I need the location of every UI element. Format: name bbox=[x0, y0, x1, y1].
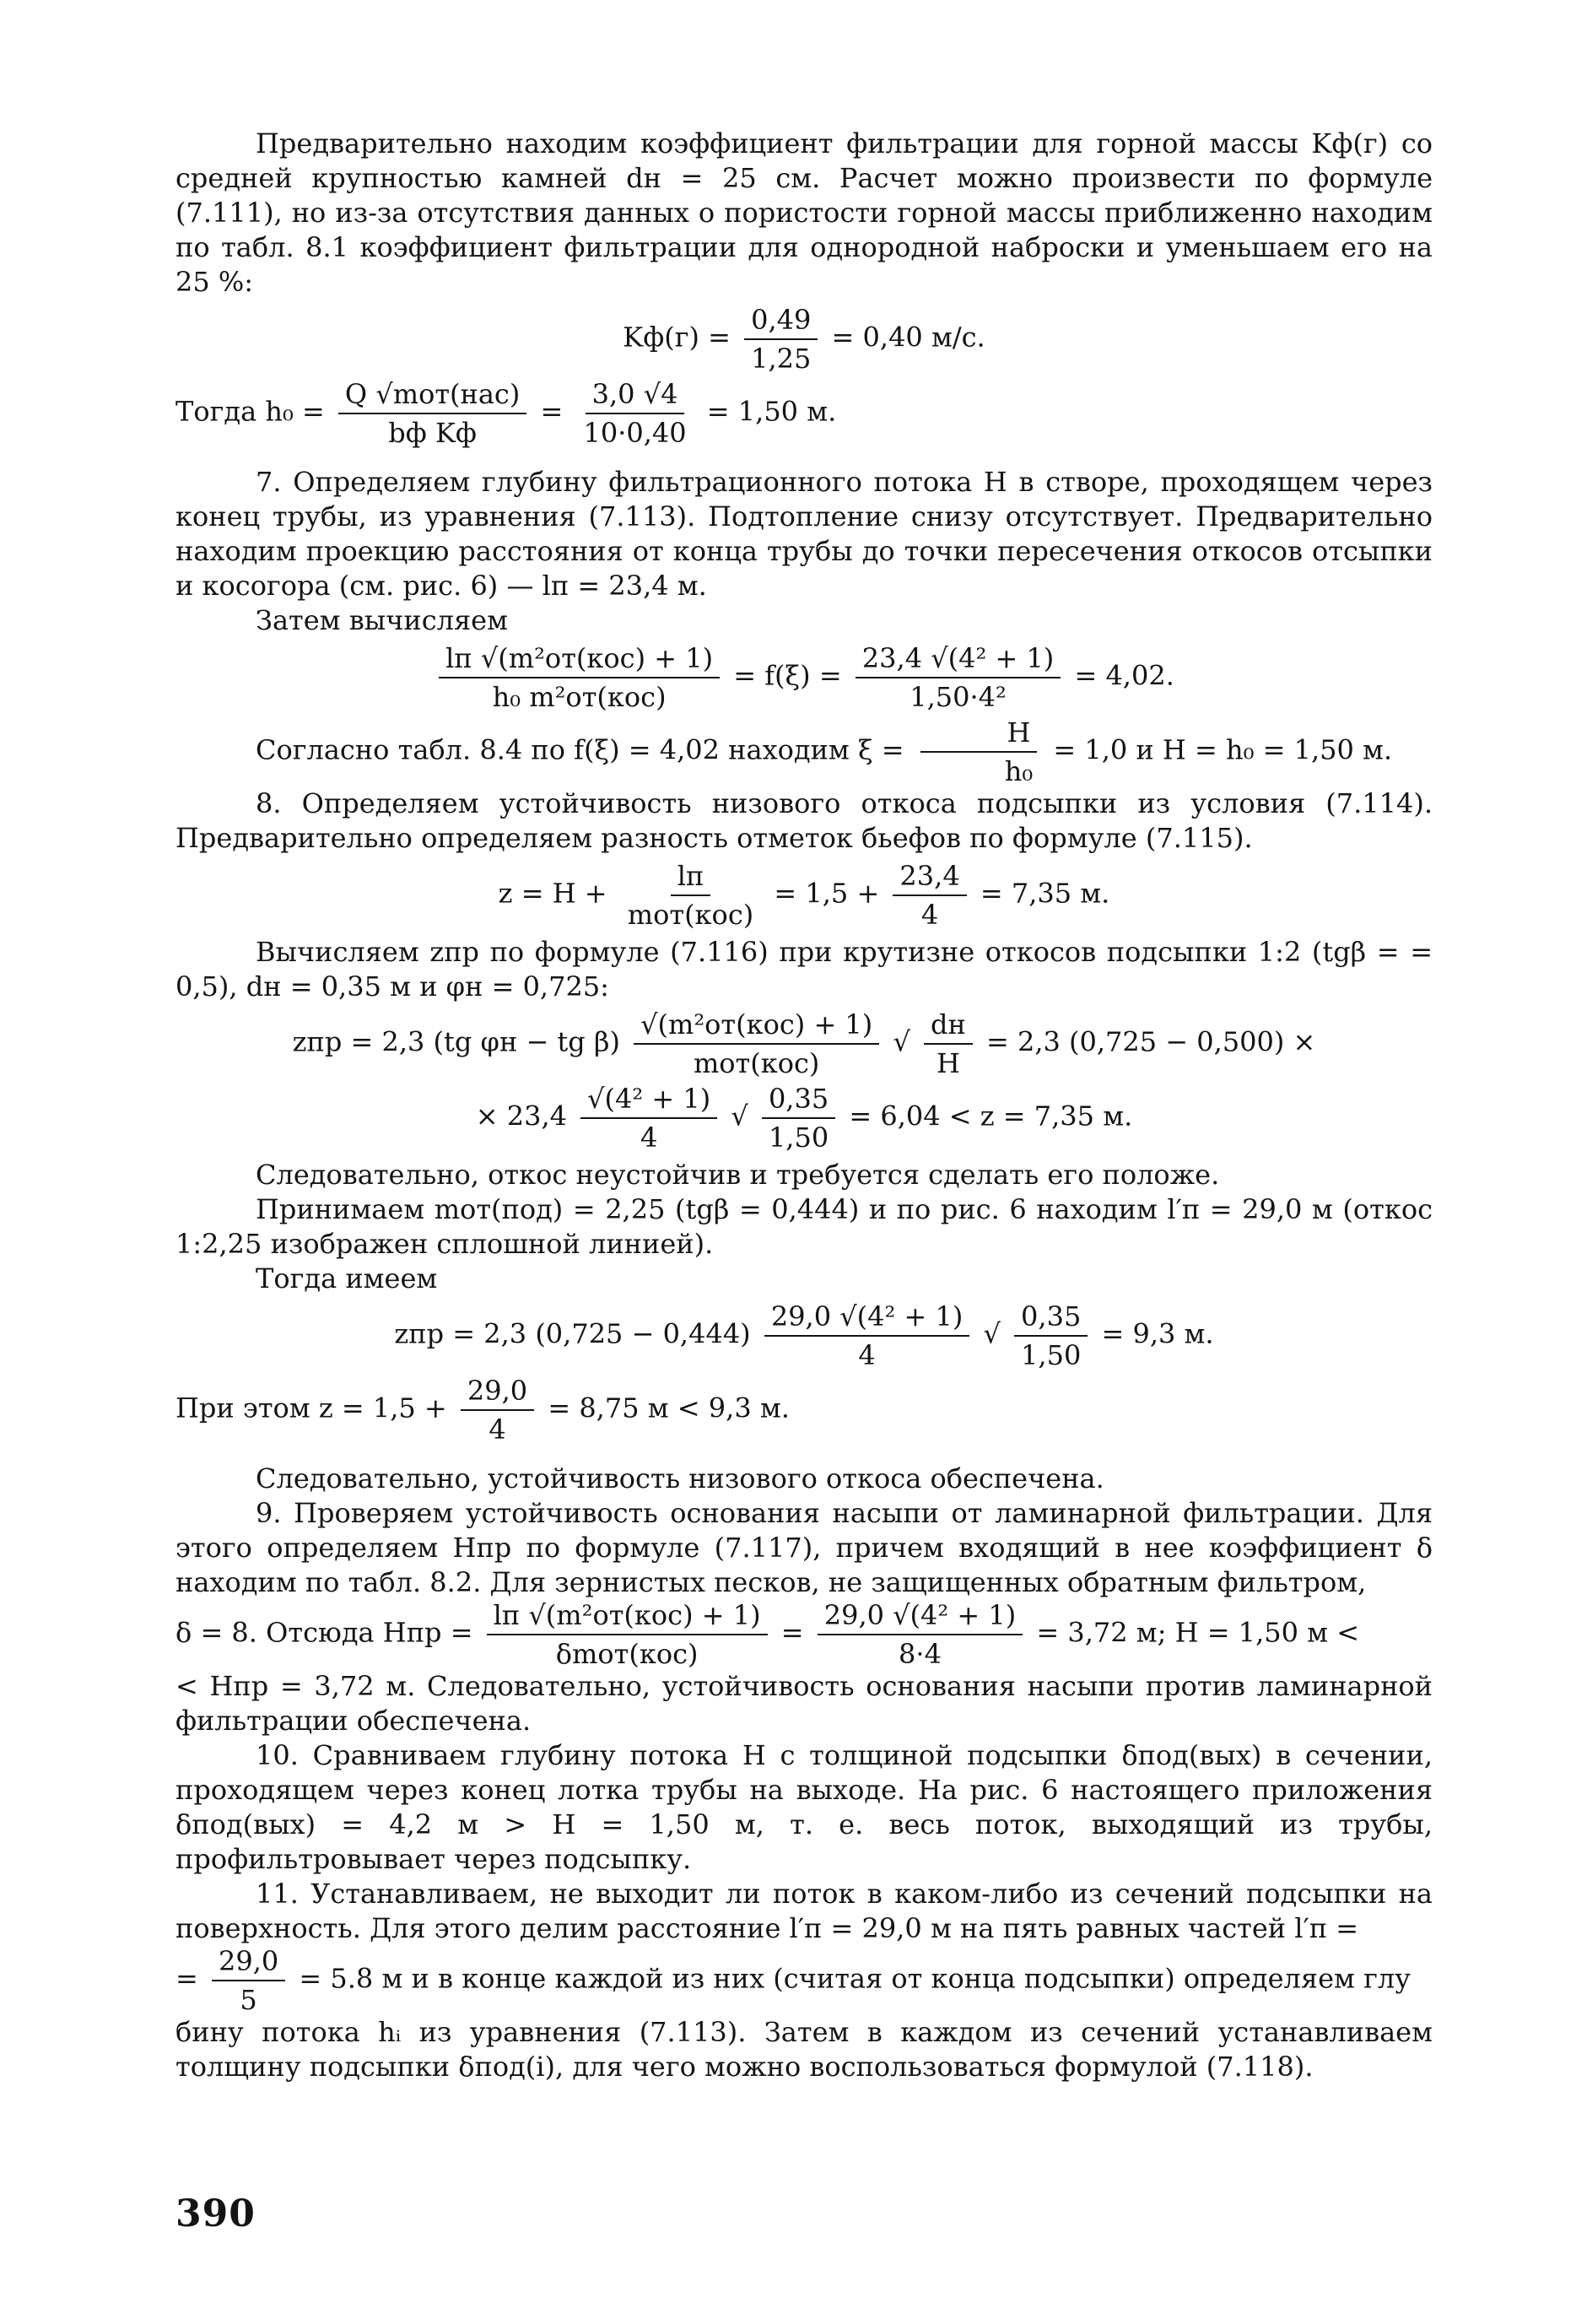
eq-h0-eq: = bbox=[540, 395, 564, 428]
eq-h0-lead: Тогда bbox=[175, 395, 257, 428]
eq-zpr3-den1: 4 bbox=[858, 1339, 876, 1371]
eq-h0-fraction-1 bbox=[338, 379, 526, 448]
eq-hpr-num2: 29,0 √(4² + 1) bbox=[818, 1600, 1023, 1635]
eq-zpr1-rhs: = 2,3 (0,725 − 0,500) × bbox=[985, 1025, 1316, 1058]
paragraph-7: 7. Определяем глубину фильтрационного потока H в створе, проходящем через конец трубы, из уравнения (7.113). Подтопление снизу отсутствует. Предварительно находим проекцию расстояния от конца трубы до точки пересечения откосов отсыпки и косогора (см. рис. 6) — lп = 23,4 м. bbox=[175, 466, 1433, 602]
paragraph-11-equation bbox=[175, 1946, 1433, 2015]
eq-z2-den: 4 bbox=[489, 1413, 506, 1446]
eq-f-rhs: = 4,02. bbox=[1074, 659, 1174, 692]
p7-result-num: H bbox=[920, 717, 1038, 753]
equation-zpr-1 bbox=[175, 1009, 1433, 1078]
paragraph-8-zpr: Вычисляем zпр по формуле (7.116) при крутизне откосов подсыпки 1:2 (tgβ = = 0,5), dн = 0,35 м и φн = 0,725: bbox=[175, 936, 1433, 1003]
p11-eq-num: 29,0 bbox=[212, 1946, 285, 1981]
eq-zpr2-lhs: × 23,4 bbox=[475, 1100, 567, 1132]
eq-zpr3-num1: 29,0 √(4² + 1) bbox=[764, 1301, 969, 1337]
eq-zpr2-num1: √(4² + 1) bbox=[580, 1084, 717, 1119]
equation-hpr bbox=[175, 1600, 1433, 1669]
eq-zpr2-num2: 0,35 bbox=[762, 1084, 835, 1119]
eq-kf-lhs: Kф(г) = bbox=[623, 321, 731, 354]
paragraph-8-stable: Следовательно, устойчивость низового откоса обеспечена. bbox=[256, 1462, 1104, 1494]
eq-zpr2-den2: 1,50 bbox=[768, 1121, 829, 1154]
p11-eq-lhs: = bbox=[175, 1962, 198, 1995]
eq-zpr3-fraction-2 bbox=[1014, 1301, 1088, 1370]
equation-z-2 bbox=[175, 1375, 1433, 1445]
paragraph-10: 10. Сравниваем глубину потока H с толщиной подсыпки δпод(вых) в сечении, проходящем через конец лотка трубы на выходе. На рис. 6 настоящего приложения δпод(вых) = 4,2 м > H = 1,50 м, т. е. весь поток, выходящий из трубы, профильтровывает через подсыпку. bbox=[175, 1739, 1433, 1875]
eq-zpr1-num2: dн bbox=[924, 1009, 973, 1045]
eq-zpr1-fraction-2 bbox=[924, 1009, 973, 1078]
eq-z-mid: = 1,5 + bbox=[774, 877, 880, 910]
eq-kf-fraction bbox=[744, 305, 818, 374]
eq-f-fraction-1 bbox=[439, 643, 720, 712]
eq-h0-den2: 10·0,40 bbox=[583, 417, 687, 449]
paragraph-8: 8. Определяем устойчивость низового откоса подсыпки из условия (7.114). Предварительно определяем разность отметок бьефов по формуле (7.115). bbox=[175, 787, 1433, 854]
p7-result-fraction bbox=[918, 717, 1039, 786]
eq-zpr3-rhs: = 9,3 м. bbox=[1101, 1317, 1214, 1350]
p7-result-rhs: = 1,0 и H = h₀ = 1,50 м. bbox=[1053, 733, 1393, 766]
eq-f-num2: 23,4 √(4² + 1) bbox=[856, 643, 1061, 678]
eq-h0-fraction-2 bbox=[576, 379, 693, 448]
p7-result-den: h₀ bbox=[1004, 755, 1034, 787]
eq-z-fraction-2 bbox=[893, 861, 966, 930]
eq-hpr-eq: = bbox=[780, 1616, 804, 1649]
eq-kf-num: 0,49 bbox=[744, 305, 818, 340]
eq-z2-num: 29,0 bbox=[461, 1375, 534, 1411]
eq-z2-rhs: = 8,75 м < 9,3 м. bbox=[548, 1392, 790, 1424]
equation-z bbox=[175, 861, 1433, 930]
eq-kf-den: 1,25 bbox=[751, 343, 812, 375]
paragraph-11a: 11. Устанавливаем, не выходит ли поток в каком-либо из сечений подсыпки на поверхность. Для этого делим расстояние l′п = 29,0 м на пять равных частей l′п = bbox=[175, 1878, 1433, 1944]
eq-zpr3-lhs: zпр = 2,3 (0,725 − 0,444) bbox=[394, 1317, 751, 1350]
eq-f-fraction-2 bbox=[856, 643, 1061, 712]
paragraph-9: 9. Проверяем устойчивость основания насыпи от ламинарной фильтрации. Для этого определяем Hпр по формуле (7.117), причем входящий в нее коэффициент δ находим по табл. 8.2. Для зернистых песков, не защищенных обратным фильтром, bbox=[175, 1497, 1433, 1598]
eq-z-lhs: z = H + bbox=[498, 877, 607, 910]
paragraph-8-accept: Принимаем mот(под) = 2,25 (tgβ = 0,444) и по рис. 6 находим l′п = 29,0 м (откос 1:2,25 изображен сплошной линией). bbox=[175, 1193, 1433, 1260]
eq-hpr-fraction-2 bbox=[818, 1600, 1023, 1669]
equation-f-xi bbox=[175, 643, 1433, 712]
eq-z-rhs: = 7,35 м. bbox=[980, 877, 1110, 910]
eq-zpr3-root: √ bbox=[983, 1317, 1001, 1350]
eq-h0-num1: Q √mот(нас) bbox=[338, 379, 526, 414]
eq-z2-lhs: При этом z = 1,5 + bbox=[175, 1392, 447, 1424]
paragraph-11b: бину потока hᵢ из уравнения (7.113). Затем в каждом из сечений устанавливаем толщину подсыпки δпод(i), для чего можно воспользоваться формулой (7.118). bbox=[175, 2016, 1433, 2083]
document-page bbox=[175, 127, 1433, 2084]
p11-eq-den: 5 bbox=[240, 1984, 257, 2016]
eq-zpr1-root: √ bbox=[893, 1025, 910, 1058]
eq-zpr1-fraction-1 bbox=[634, 1009, 879, 1078]
eq-zpr1-lhs: zпр = 2,3 (tg φн − tg β) bbox=[292, 1025, 620, 1058]
eq-h0-num2: 3,0 √4 bbox=[586, 379, 685, 414]
eq-zpr3-den2: 1,50 bbox=[1021, 1339, 1082, 1371]
page-number: 390 bbox=[175, 2192, 256, 2235]
eq-f-num1: lп √(m²от(кос) + 1) bbox=[439, 643, 720, 678]
eq-h0-lhs: h₀ = bbox=[265, 395, 325, 428]
eq-z-fraction-1 bbox=[621, 861, 760, 930]
eq-zpr2-fraction-1 bbox=[580, 1084, 717, 1153]
eq-kf-rhs: = 0,40 м/с. bbox=[831, 321, 985, 354]
paragraph-intro: Предварительно находим коэффициент фильтрации для горной массы Kф(г) со средней крупностью камней dн = 25 см. Расчет можно произвести по формуле (7.111), но из-за отсутствия данных о пористости горной массы приближенно находим по табл. 8.1 коэффициент фильтрации для однородной наброски и уменьшаем его на 25 %: bbox=[175, 127, 1433, 298]
eq-z2-fraction bbox=[461, 1375, 534, 1445]
eq-f-den1: h₀ m²от(кос) bbox=[492, 681, 667, 713]
eq-zpr2-den1: 4 bbox=[640, 1121, 658, 1154]
eq-f-den2: 1,50·4² bbox=[910, 681, 1007, 713]
equation-zpr-2 bbox=[175, 1084, 1433, 1153]
eq-zpr2-root: √ bbox=[731, 1100, 748, 1132]
eq-hpr-fraction-1 bbox=[487, 1600, 768, 1669]
eq-hpr-num1: lп √(m²от(кос) + 1) bbox=[487, 1600, 768, 1635]
equation-h0 bbox=[175, 379, 1433, 448]
eq-zpr1-den2: H bbox=[936, 1047, 960, 1079]
eq-z-num1: lп bbox=[671, 861, 711, 896]
eq-zpr2-rhs: = 6,04 < z = 7,35 м. bbox=[849, 1100, 1133, 1132]
eq-hpr-den2: 8·4 bbox=[899, 1638, 942, 1670]
eq-z-num2: 23,4 bbox=[893, 861, 966, 896]
equation-zpr-3 bbox=[175, 1301, 1433, 1370]
eq-z-den1: mот(кос) bbox=[627, 899, 754, 931]
eq-f-mid: = f(ξ) = bbox=[733, 659, 842, 692]
eq-hpr-lhs: δ = 8. Отсюда Hпр = bbox=[175, 1616, 473, 1649]
paragraph-8-unstable: Следовательно, откос неустойчив и требуется сделать его положе. bbox=[256, 1159, 1220, 1191]
eq-h0-rhs: = 1,50 м. bbox=[706, 395, 837, 428]
p11-eq-rhs: = 5.8 м и в конце каждой из них (считая от конца подсыпки) определяем глу bbox=[299, 1962, 1411, 1995]
eq-h0-den1: bф Kф bbox=[388, 417, 477, 449]
eq-hpr-rhs: = 3,72 м; H = 1,50 м < bbox=[1036, 1616, 1359, 1649]
p11-eq-fraction bbox=[212, 1946, 285, 2015]
p7-result-text: Согласно табл. 8.4 по f(ξ) = 4,02 находим ξ = bbox=[256, 733, 904, 766]
paragraph-8-then: Тогда имеем bbox=[256, 1262, 438, 1294]
equation-kf bbox=[175, 305, 1433, 374]
eq-zpr3-fraction-1 bbox=[764, 1301, 969, 1370]
paragraph-7-then: Затем вычисляем bbox=[256, 604, 508, 636]
eq-zpr3-num2: 0,35 bbox=[1014, 1301, 1088, 1337]
eq-hpr-den1: δmот(кос) bbox=[555, 1638, 699, 1670]
paragraph-9-end: < Hпр = 3,72 м. Следовательно, устойчивость основания насыпи против ламинарной фильтрации обеспечена. bbox=[175, 1670, 1433, 1737]
eq-zpr1-num1: √(m²от(кос) + 1) bbox=[634, 1009, 879, 1045]
eq-z-den2: 4 bbox=[920, 899, 939, 931]
eq-zpr1-den1: mот(кос) bbox=[693, 1047, 820, 1079]
eq-zpr2-fraction-2 bbox=[762, 1084, 835, 1153]
paragraph-7-result bbox=[175, 717, 1433, 786]
